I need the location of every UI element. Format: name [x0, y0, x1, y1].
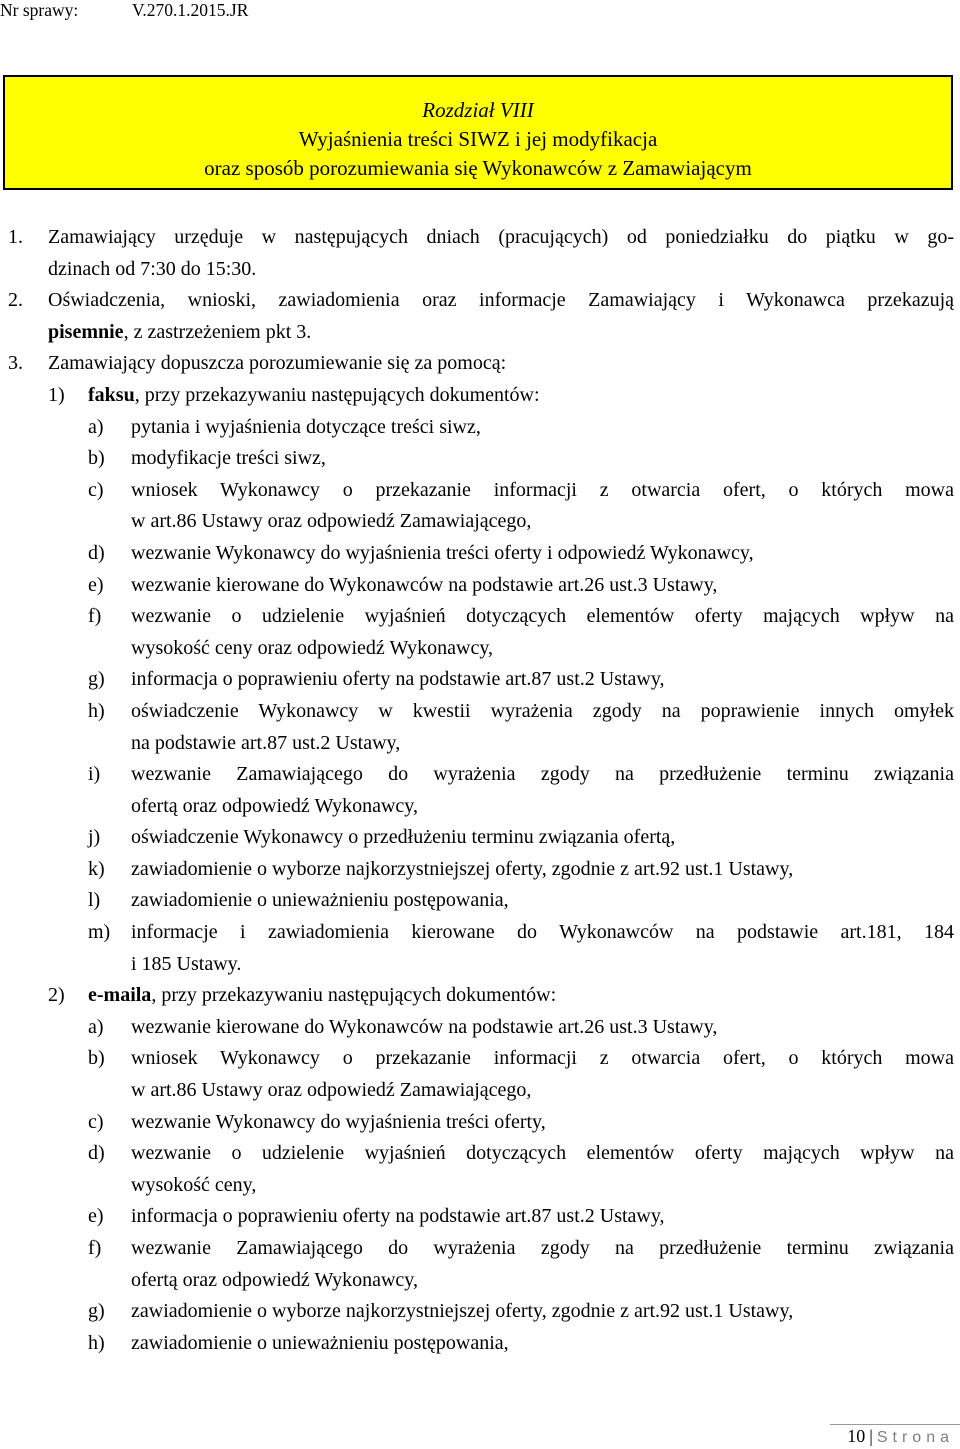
list-marker: e): [88, 573, 104, 596]
list-marker: d): [88, 1142, 105, 1165]
fax-item-j: [0, 822, 960, 854]
fax-item-a: [0, 412, 960, 444]
paragraph-1-text: Zamawiający urzęduje w następujących dniach (pracujących) od poniedziałku do piątku w go-: [48, 226, 954, 248]
list-item-text: informacje i zawiadomienia kierowane do Wykonawców na podstawie art.181, 184: [131, 921, 954, 944]
list-marker: a): [88, 415, 104, 438]
list-marker: c): [88, 1110, 104, 1133]
case-number-label: Nr sprawy:: [0, 0, 79, 20]
email-heading: [0, 980, 960, 1012]
email-item-b-cont: [0, 1075, 960, 1107]
fax-item-m: [0, 917, 960, 949]
chapter-title: Rozdział VIII: [422, 98, 534, 122]
email-item-f: [0, 1233, 960, 1265]
paragraph-1-number: 1.: [8, 226, 23, 248]
list-marker: i): [88, 763, 101, 786]
list-item-text-cont: w art.86 Ustawy oraz odpowiedź Zamawiającego,: [131, 1079, 532, 1102]
list-marker: f): [88, 1237, 102, 1259]
list-marker: e): [88, 1205, 104, 1228]
paragraph-3-line-1: [0, 348, 960, 380]
email-item-d: [0, 1138, 960, 1170]
list-item-text-cont: ofertą oraz odpowiedź Wykonawcy,: [131, 1268, 419, 1291]
fax-item-f: [0, 601, 960, 633]
fax-heading: [0, 380, 960, 412]
list-marker: b): [88, 1047, 105, 1070]
chapter-subtitle-1: Wyjaśnienia treści SIWZ i jej modyfikacja: [298, 127, 658, 151]
fax-item-c-cont: [0, 506, 960, 538]
list-item-text: wezwanie o udzielenie wyjaśnień dotyczących elementów oferty mających wpływ na: [131, 605, 954, 628]
email-bold-term: e-maila: [88, 984, 152, 1007]
list-item-text: pytania i wyjaśnienia dotyczące treści siwz,: [131, 415, 481, 438]
fax-item-h-cont: [0, 728, 960, 760]
paragraph-2-line-1: [0, 285, 960, 317]
email-item-d-cont: [0, 1170, 960, 1202]
page-number: 10: [847, 1426, 866, 1446]
email-item-e: [0, 1201, 960, 1233]
paragraph-2-bold-term: pisemnie: [48, 320, 124, 343]
list-item-text: wezwanie kierowane do Wykonawców na podstawie art.26 ust.3 Ustawy,: [131, 1015, 718, 1038]
list-marker: g): [88, 1300, 105, 1323]
fax-item-m-cont: [0, 949, 960, 981]
paragraph-1-text-cont: dzinach od 7:30 do 15:30.: [48, 257, 257, 280]
footer-separator: |: [869, 1426, 873, 1446]
email-item-b: [0, 1043, 960, 1075]
paragraph-2-number: 2.: [8, 289, 23, 312]
list-item-text: wezwanie Zamawiającego do wyrażenia zgody na przedłużenie terminu związania: [131, 1237, 954, 1259]
list-item-text: wezwanie Wykonawcy do wyjaśnienia treści oferty i odpowiedź Wykonawcy,: [131, 541, 754, 564]
list-item-text-cont: w art.86 Ustawy oraz odpowiedź Zamawiającego,: [131, 510, 532, 533]
email-item-f-cont: [0, 1265, 960, 1297]
list-marker: m): [88, 921, 111, 944]
page-footer: [847, 1425, 954, 1449]
fax-item-i: [0, 759, 960, 791]
list-item-text-cont: wysokość ceny oraz odpowiedź Wykonawcy,: [131, 636, 494, 659]
fax-item-h: [0, 696, 960, 728]
list-marker: j): [88, 826, 101, 849]
list-item-text: zawiadomienie o wyborze najkorzystniejszej oferty, zgodnie z art.92 ust.1 Ustawy,: [131, 857, 794, 880]
list-item-text: wniosek Wykonawcy o przekazanie informacji z otwarcia ofert, o których mowa: [131, 478, 954, 501]
list-item-text: wniosek Wykonawcy o przekazanie informacji z otwarcia ofert, o których mowa: [131, 1047, 954, 1070]
list-item-text: modyfikacje treści siwz,: [131, 447, 326, 470]
paragraph-2-text: Oświadczenia, wnioski, zawiadomienia oraz informacje Zamawiający i Wykonawca przekazują: [48, 289, 954, 312]
list-item-text: wezwanie Wykonawcy do wyjaśnienia treści oferty,: [131, 1110, 546, 1133]
list-marker: f): [88, 605, 102, 628]
list-item-text: zawiadomienie o unieważnieniu postępowania,: [131, 1331, 509, 1354]
chapter-subtitle-2: oraz sposób porozumiewania się Wykonawców z Zamawiającym: [204, 156, 752, 180]
email-item-c: [0, 1107, 960, 1139]
list-item-text: informacja o poprawieniu oferty na podstawie art.87 ust.2 Ustawy,: [131, 668, 665, 691]
paragraph-1-line-1: [0, 222, 960, 254]
list-item-text: wezwanie o udzielenie wyjaśnień dotyczących elementów oferty mających wpływ na: [131, 1142, 954, 1165]
list-item-text-cont: na podstawie art.87 ust.2 Ustawy,: [131, 731, 401, 754]
email-item-g: [0, 1296, 960, 1328]
fax-bold-term: faksu: [88, 383, 135, 406]
fax-item-g: [0, 664, 960, 696]
list-marker: d): [88, 541, 105, 564]
paragraph-3-text: Zamawiający dopuszcza porozumiewanie się za pomocą:: [48, 352, 507, 375]
fax-item-c: [0, 475, 960, 507]
list-marker: l): [88, 889, 101, 912]
paragraph-2-text-cont: , z zastrzeżeniem pkt 3.: [123, 320, 312, 343]
page-word: Strona: [876, 1429, 954, 1446]
chapter-heading-box: [3, 75, 953, 190]
list-item-text: zawiadomienie o wyborze najkorzystniejszej oferty, zgodnie z art.92 ust.1 Ustawy,: [131, 1300, 794, 1323]
list-marker: c): [88, 478, 104, 501]
list-marker: g): [88, 668, 105, 691]
list-item-text: wezwanie Zamawiającego do wyrażenia zgody na przedłużenie terminu związania: [131, 763, 954, 786]
list-item-text: oświadczenie Wykonawcy o przedłużeniu terminu związania ofertą,: [131, 826, 676, 849]
list-item-text-cont: wysokość ceny,: [131, 1173, 257, 1196]
email-heading-text: , przy przekazywaniu następujących dokumentów:: [151, 984, 557, 1007]
paragraph-1-line-2: [0, 254, 960, 286]
paragraph-3-number: 3.: [8, 352, 23, 375]
fax-heading-text: , przy przekazywaniu następujących dokumentów:: [134, 383, 540, 406]
list-marker: k): [88, 857, 105, 880]
fax-item-k: [0, 854, 960, 886]
email-item-a: [0, 1012, 960, 1044]
list-marker: a): [88, 1015, 104, 1038]
list-item-text: wezwanie kierowane do Wykonawców na podstawie art.26 ust.3 Ustawy,: [131, 573, 718, 596]
list-marker: h): [88, 699, 105, 722]
document-body: [0, 222, 960, 1359]
fax-item-l: [0, 885, 960, 917]
fax-item-e: [0, 570, 960, 602]
list-item-text: informacja o poprawieniu oferty na podstawie art.87 ust.2 Ustawy,: [131, 1205, 665, 1228]
fax-item-d: [0, 538, 960, 570]
fax-number: 1): [48, 383, 65, 406]
email-item-h: [0, 1328, 960, 1360]
fax-item-b: [0, 443, 960, 475]
email-number: 2): [48, 984, 65, 1007]
list-item-text-cont: ofertą oraz odpowiedź Wykonawcy,: [131, 794, 419, 817]
list-item-text: oświadczenie Wykonawcy w kwestii wyrażenia zgody na poprawienie innych omyłek: [131, 699, 954, 722]
list-item-text: zawiadomienie o unieważnieniu postępowania,: [131, 889, 509, 912]
list-item-text-cont: i 185 Ustawy.: [131, 952, 242, 975]
fax-item-f-cont: [0, 633, 960, 665]
list-marker: b): [88, 447, 105, 470]
list-marker: h): [88, 1331, 105, 1354]
case-number-value: V.270.1.2015.JR: [132, 0, 249, 20]
paragraph-2-line-2: [0, 317, 960, 349]
fax-item-i-cont: [0, 791, 960, 823]
